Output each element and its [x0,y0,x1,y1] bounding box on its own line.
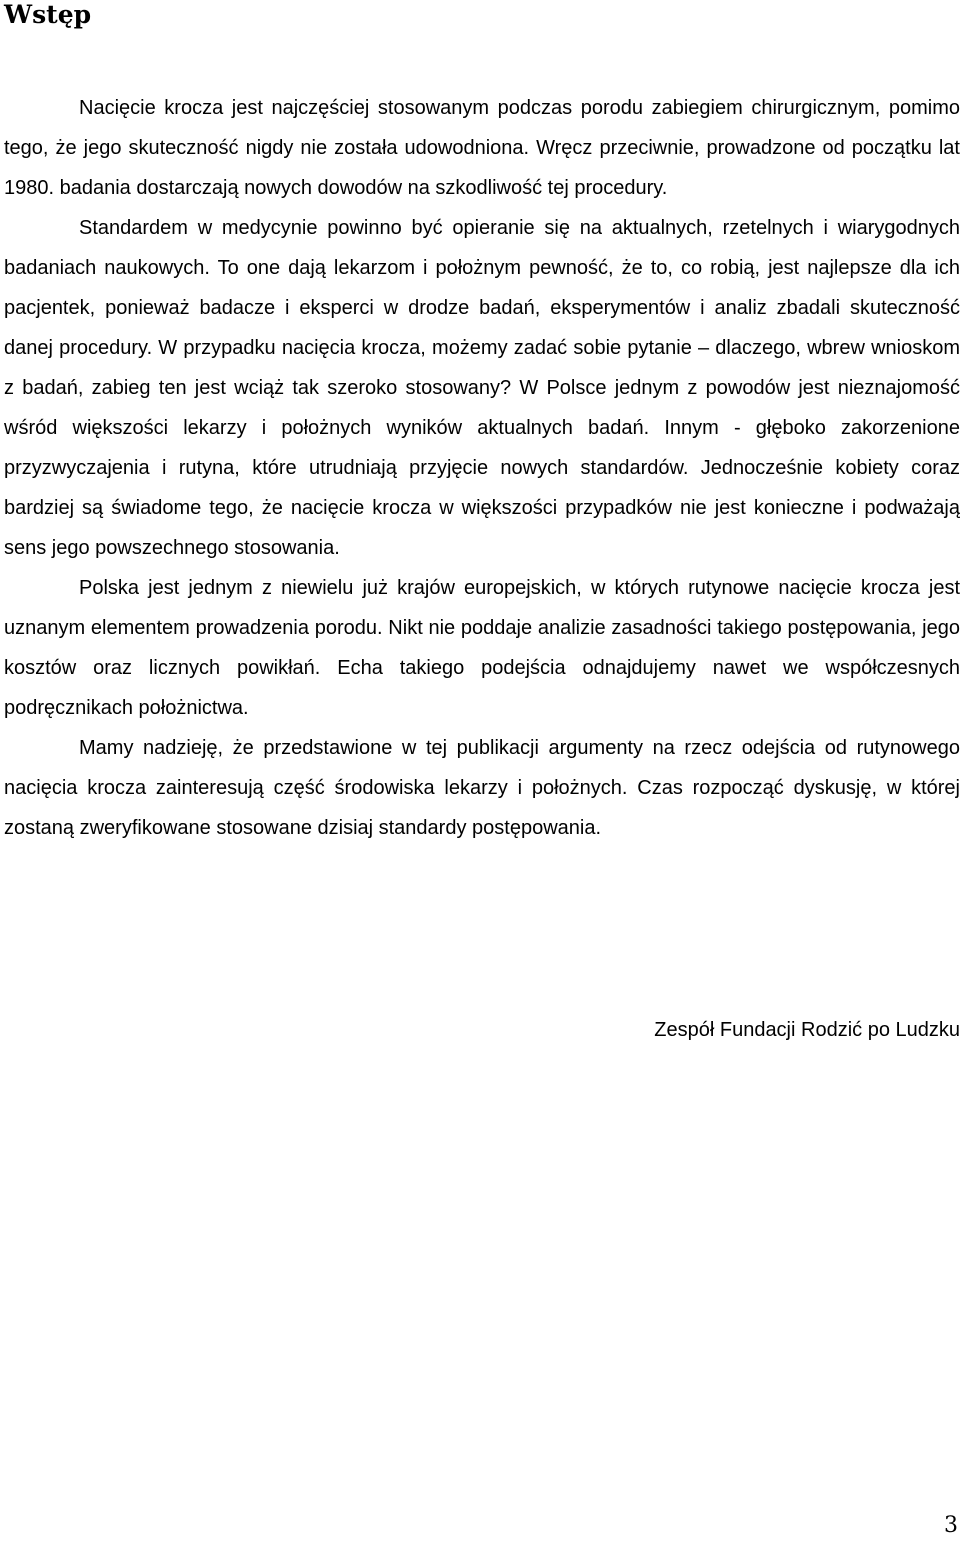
paragraph-1: Nacięcie krocza jest najczęściej stosowanym podczas porodu zabiegiem chirurgicznym, pomimo tego, że jego skuteczność nigdy nie została udowodniona. Wręcz przeciwnie, prowadzone od początku lat 1980. badania dostarczają nowych dowodów na szkodliwość tej procedury. [4,97,960,199]
paragraph-3: Polska jest jednym z niewielu już krajów europejskich, w których rutynowe nacięcie krocza jest uznanym elementem prowadzenia porodu. Nikt nie poddaje analizie zasadności takiego postępowania, jego kosztów oraz licznych powikłań. Echa takiego podejścia odnajdujemy nawet we współczesnych podręcznikach położnictwa. [4,577,960,719]
page-number: 3 [944,1513,958,1538]
page-title: Wstęp [4,0,92,29]
document-body [4,88,960,848]
paragraph-2: Standardem w medycynie powinno być opieranie się na aktualnych, rzetelnych i wiarygodnych badaniach naukowych. To one dają lekarzom i położnym pewność, że to, co robią, jest najlepsze dla ich pacjentek, ponieważ badacze i eksperci w drodze badań, eksperymentów i analiz zbadali skuteczność danej procedury. W przypadku nacięcia krocza, możemy zadać sobie pytanie – dlaczego, wbrew wnioskom z badań, zabieg ten jest wciąż tak szeroko stosowany? W Polsce jednym z powodów jest nieznajomość wśród większości lekarzy i położnych wyników aktualnych badań. Innym - głęboko zakorzenione przyzwyczajenia i rutyna, które utrudniają przyjęcie nowych standardów. Jednocześnie kobiety coraz bardziej są świadome tego, że nacięcie krocza w większości przypadków nie jest konieczne i podważają sens jego powszechnego stosowania. [4,217,960,559]
signature: Zespół Fundacji Rodzić po Ludzku [654,1019,960,1041]
paragraph-4: Mamy nadzieję, że przedstawione w tej publikacji argumenty na rzecz odejścia od rutynowego nacięcia krocza zainteresują część środowiska lekarzy i położnych. Czas rozpocząć dyskusję, w której zostaną zweryfikowane stosowane dzisiaj standardy postępowania. [4,737,960,839]
